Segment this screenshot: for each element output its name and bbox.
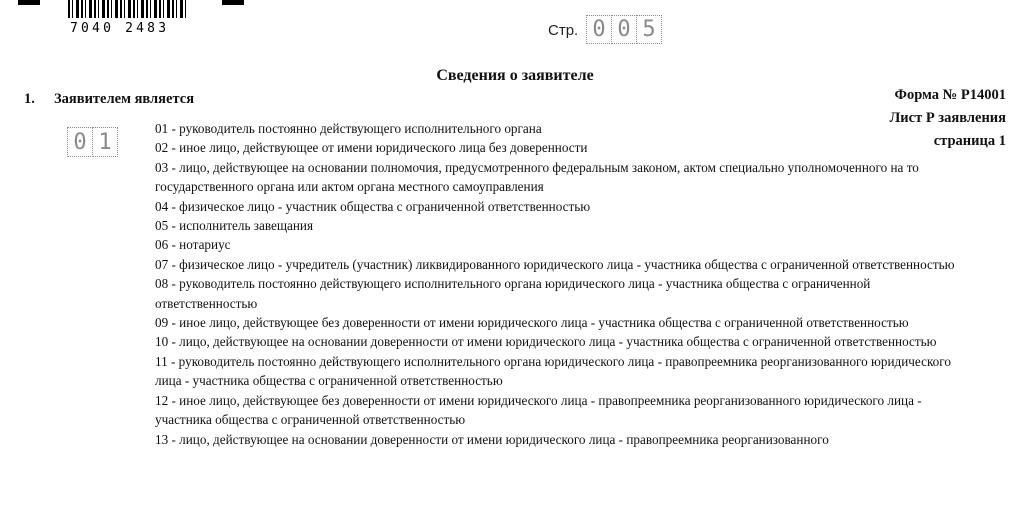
option-01: 01 - руководитель постоянно действующего исполнительного органа xyxy=(155,121,542,136)
option-08: 08 - руководитель постоянно действующего исполнительного органа юридического лица - участника общества с ограниченной ответственностью xyxy=(155,276,871,311)
option-09: 09 - иное лицо, действующее без доверенности от имени юридического лица - участника общества с ограниченной ответственностью xyxy=(155,315,909,331)
barcode-bars xyxy=(68,0,186,18)
corner-mark-right xyxy=(222,0,244,5)
option-05: 05 - исполнитель завещания xyxy=(155,218,314,234)
item-number: 1. xyxy=(24,91,35,107)
applicant-code-digit[interactable]: 0 xyxy=(67,127,93,157)
option-04: 04 - физическое лицо - участник общества с ограниченной ответственностью xyxy=(155,198,591,214)
option-06: 06 - нотариус xyxy=(155,237,231,253)
page-digit: 0 xyxy=(586,15,612,44)
page-number-cells xyxy=(586,15,661,44)
barcode xyxy=(18,0,248,42)
option-12: 12 - иное лицо, действующее без доверенности от имени юридического лица - правопреемника реорганизованного юридического лица - участника общества с ограниченной ответственностью xyxy=(155,392,922,428)
applicant-code-digit[interactable]: 1 xyxy=(92,127,118,157)
form-sheet: Лист Р заявления xyxy=(889,110,1006,126)
option-13: 13 - лицо, действующее на основании доверенности от имени юридического лица - правопреемника реорганизованного xyxy=(155,431,829,447)
page-label: Стр. xyxy=(548,22,579,39)
form-page: страница 1 xyxy=(933,133,1006,149)
option-10: 10 - лицо, действующее на основании доверенности от имени юридического лица - участника общества с ограниченной ответственностью xyxy=(155,334,937,350)
page-digit: 0 xyxy=(611,15,637,44)
applicant-code-field[interactable] xyxy=(67,127,117,157)
page-digit: 5 xyxy=(636,15,662,44)
option-03: 03 - лицо, действующее на основании полномочия, предусмотренного федеральным законом, актом специально уполномоченного на то государственного органа или актом органа местного самоуправления xyxy=(155,159,919,195)
corner-mark-left xyxy=(18,0,40,5)
section-title: Сведения о заявителе xyxy=(436,67,594,84)
form-number: Форма № Р14001 xyxy=(894,87,1006,103)
option-02: 02 - иное лицо, действующее от имени юридического лица без доверенности xyxy=(155,140,588,156)
item-label: Заявителем является xyxy=(54,91,195,107)
applicant-options-list xyxy=(155,119,955,449)
option-07: 07 - физическое лицо - учредитель (участник) ликвидированного юридического лица - участника общества с ограниченной ответственностью xyxy=(155,256,955,272)
option-11: 11 - руководитель постоянно действующего исполнительного органа юридического лица - правопреемника реорганизованного юридического лица - участника общества с ограниченной ответственностью xyxy=(155,353,951,389)
barcode-number: 7040 2483 xyxy=(70,21,170,36)
item-heading xyxy=(24,91,194,108)
